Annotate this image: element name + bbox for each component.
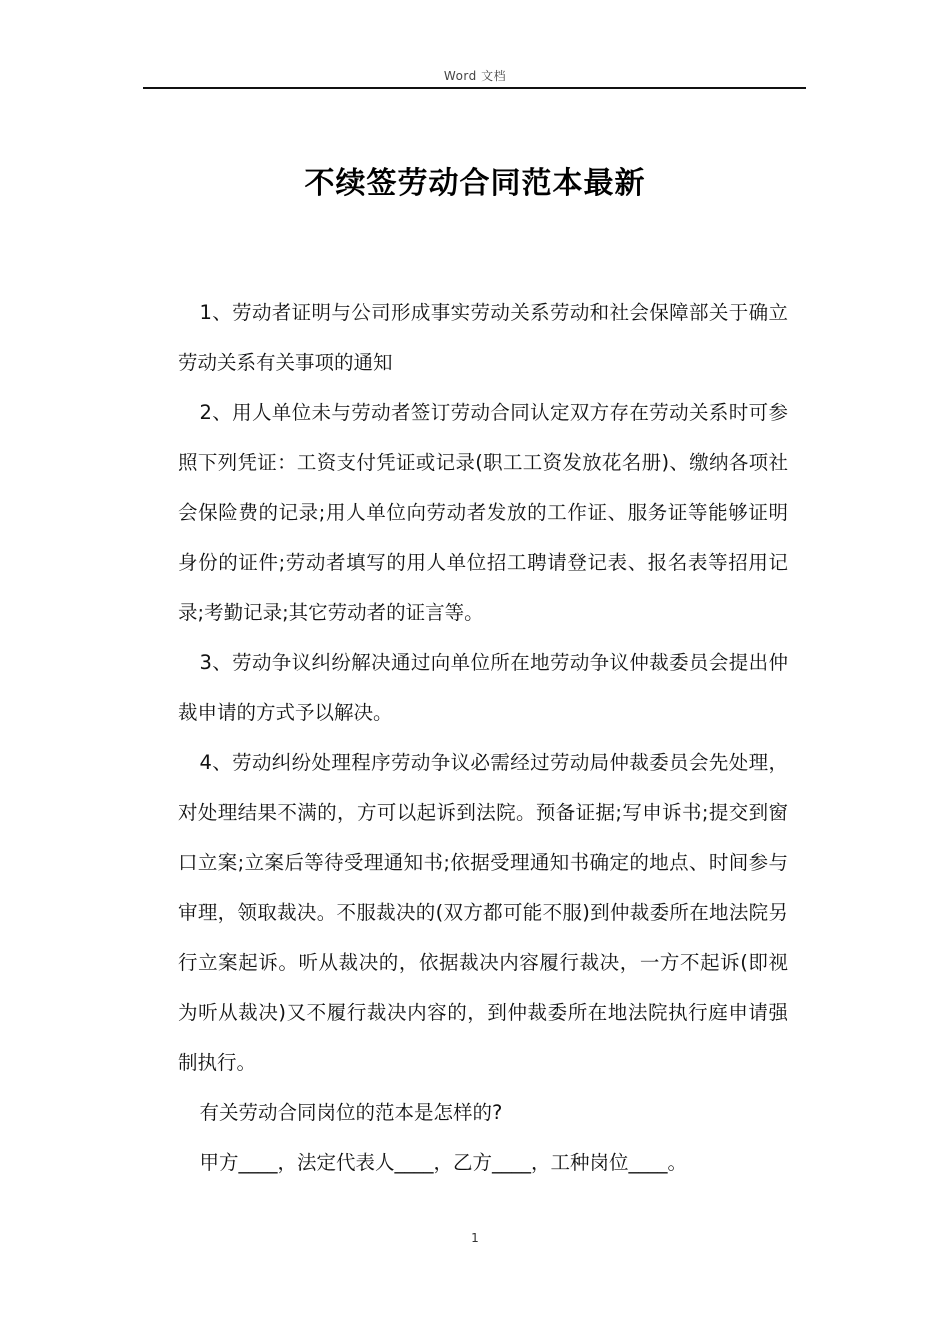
- page-header-label: Word 文档: [443, 69, 507, 83]
- header-divider: [143, 87, 806, 89]
- document-title: 不续签劳动合同范本最新: [304, 166, 646, 201]
- page-number: 1: [471, 1231, 479, 1245]
- paragraph-6: 甲方____，法定代表人____，乙方____，工种岗位____。: [199, 1151, 687, 1174]
- paragraph-3: 3、劳动争议纠纷解决通过向单位所在地劳动争议仲裁委员会提出仲裁申请的方式予以解决。: [178, 651, 788, 724]
- paragraph-1: 1、劳动者证明与公司形成事实劳动关系劳动和社会保障部关于确立劳动关系有关事项的通知: [178, 301, 788, 374]
- paragraph-2: 2、用人单位未与劳动者签订劳动合同认定双方存在劳动关系时可参照下列凭证：工资支付凭证或记录(职工工资发放花名册)、缴纳各项社会保险费的记录;用人单位向劳动者发放的工作证、服务证等能够证明身份的证件;劳动者填写的用人单位招工聘请登记表、报名表等招用记录;考勤记录;其它劳动者的证言等。: [178, 401, 788, 624]
- paragraph-4: 4、劳动纠纷处理程序劳动争议必需经过劳动局仲裁委员会先处理，对处理结果不满的，方可以起诉到法院。预备证据;写申诉书;提交到窗口立案;立案后等待受理通知书;依据受理通知书确定的地点、时间参与审理，领取裁决。不服裁决的(双方都可能不服)到仲裁委所在地法院另行立案起诉。听从裁决的，依据裁决内容履行裁决，一方不起诉(即视为听从裁决)又不履行裁决内容的，到仲裁委所在地法院执行庭申请强制执行。: [178, 751, 788, 1074]
- paragraph-5: 有关劳动合同岗位的范本是怎样的?: [199, 1101, 503, 1124]
- document-body: [178, 288, 788, 1188]
